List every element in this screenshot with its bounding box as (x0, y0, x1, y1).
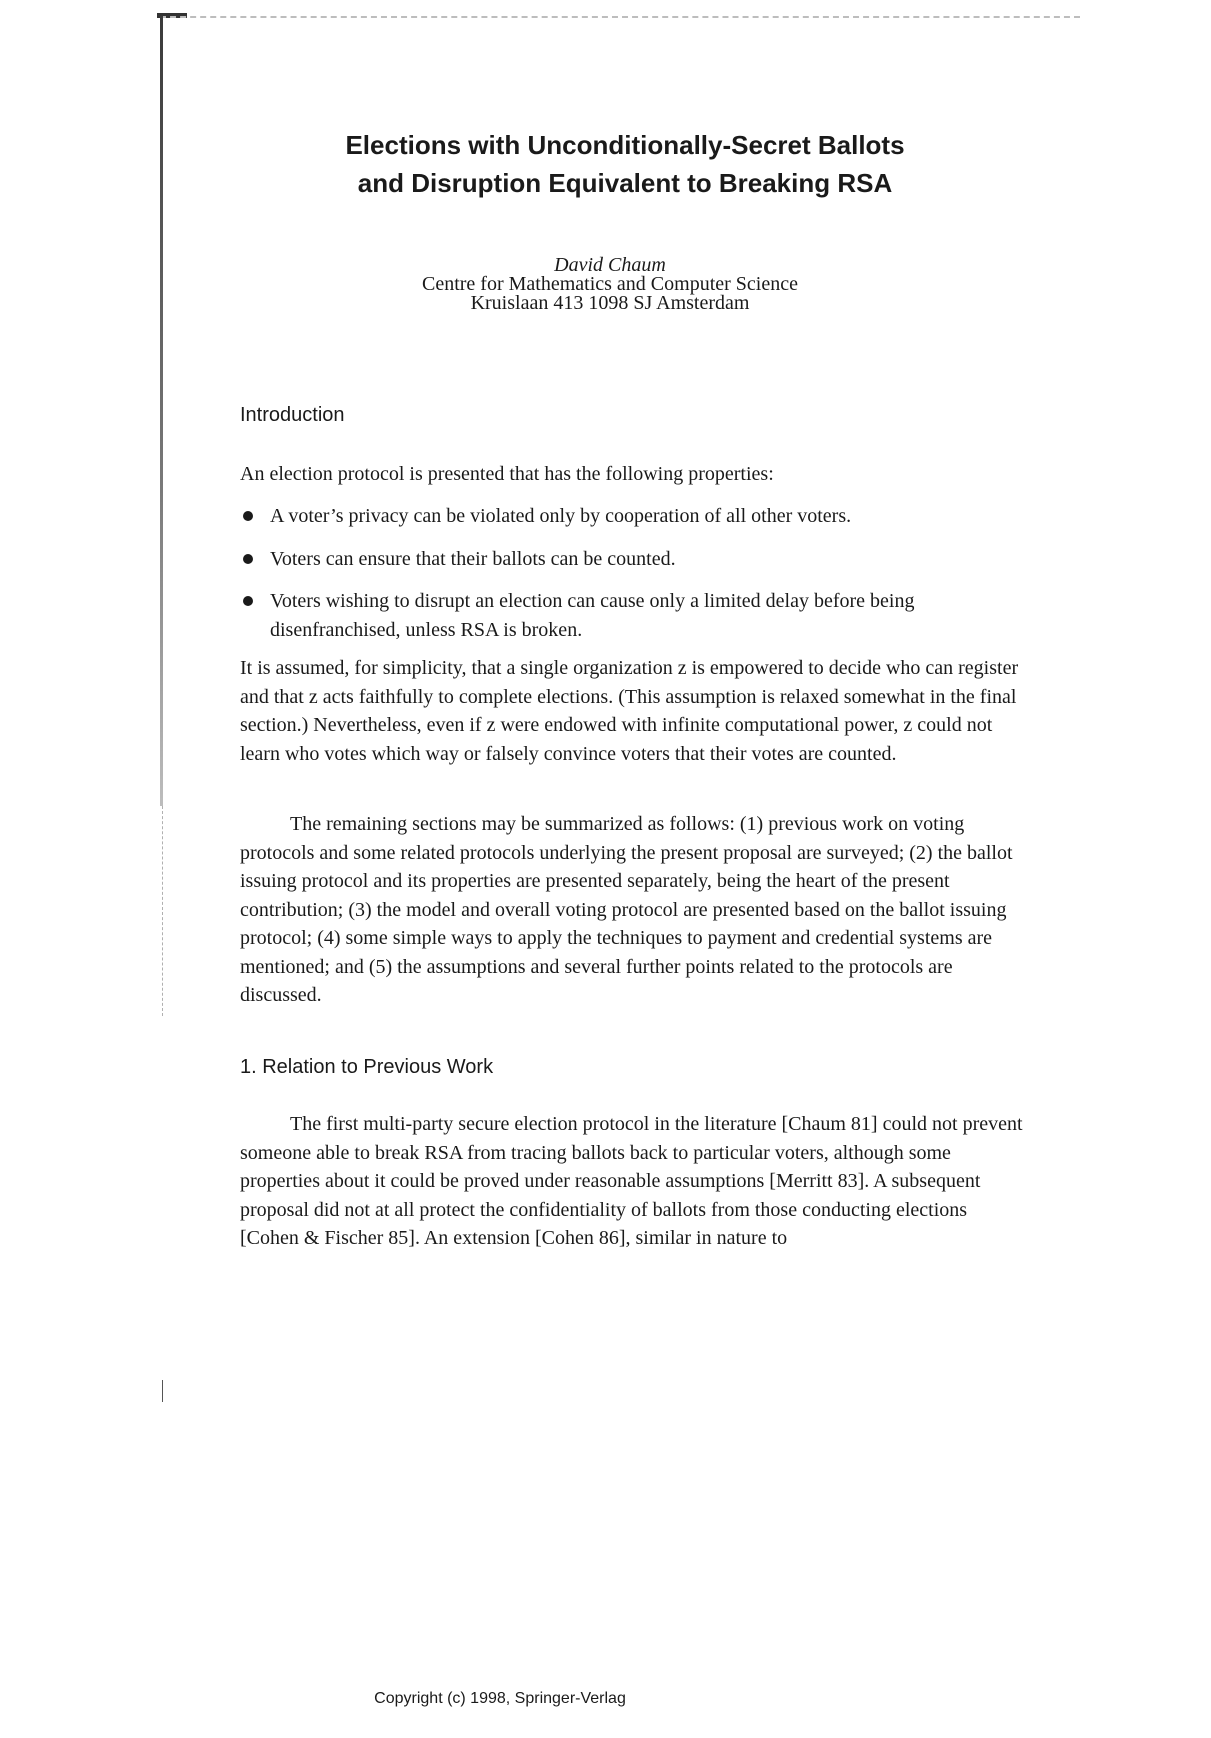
introduction-paragraph-1: It is assumed, for simplicity, that a single organization z is empowered to decide who can register and that z acts faithfully to complete elections. (This assumption is relaxed somewhat in the final section.) Nevertheless, even if z were endowed with infinite computational power, z could not learn who votes which way or falsely convince voters that their votes are counted. (240, 657, 1019, 765)
scan-artifact-left-edge-faint (162, 806, 164, 1016)
list-item (240, 587, 1030, 644)
author-block (300, 256, 920, 313)
list-item-text: Voters wishing to disrupt an election can cause only a limited delay before being disenfranchised, unless RSA is broken. (270, 590, 915, 641)
list-item-text: A voter’s privacy can be violated only by cooperation of all other voters. (270, 505, 852, 527)
introduction-paragraph-2: The remaining sections may be summarized as follows: (1) previous work on voting protocols and some related protocols underlying the present proposal are surveyed; (2) the ballot issuing protocol and its properties are presented separately, being the heart of the present contribution; (3) the model and overall voting protocol are presented based on the ballot issuing protocol; (4) some simple ways to apply the techniques to payment and credential systems are mentioned; and (5) the assumptions and several further points related to the protocols are discussed. (240, 813, 1013, 1006)
section-1-paragraph: The first multi-party secure election protocol in the literature [Chaum 81] could not prevent someone able to break RSA from tracing ballots back to particular voters, although some properties about it could be proved under reasonable assumptions [Merritt 83]. A subsequent proposal did not at all protect the confidentiality of ballots from those conducting elections [Cohen & Fischer 85]. An extension [Cohen 86], similar in nature to (240, 1113, 1023, 1249)
properties-list (240, 502, 1030, 658)
bullet-icon (243, 554, 253, 564)
section-1-heading: 1. Relation to Previous Work (240, 1056, 494, 1078)
scan-artifact-left-edge (160, 16, 163, 806)
paper-title (240, 126, 1010, 202)
list-item (240, 545, 1030, 574)
bullet-icon (243, 511, 253, 521)
list-item (240, 502, 1030, 531)
introduction-heading: Introduction (240, 404, 345, 426)
author-name: David Chaum (554, 254, 666, 276)
list-item-text: Voters can ensure that their ballots can be counted. (270, 547, 676, 570)
scan-artifact-top-edge (160, 16, 1080, 22)
introduction-lead: An election protocol is presented that has the following properties: (240, 463, 774, 485)
scan-artifact-mark (162, 1380, 163, 1402)
author-address: Kruislaan 413 1098 SJ Amsterdam (470, 292, 750, 314)
bullet-icon (243, 596, 253, 606)
paper-title-line-2: and Disruption Equivalent to Breaking RSA (357, 168, 893, 198)
author-affiliation: Centre for Mathematics and Computer Science (422, 273, 798, 295)
paper-title-line-1: Elections with Unconditionally-Secret Ballots (345, 130, 905, 160)
copyright-footer: Copyright (c) 1998, Springer-Verlag (374, 1690, 626, 1707)
